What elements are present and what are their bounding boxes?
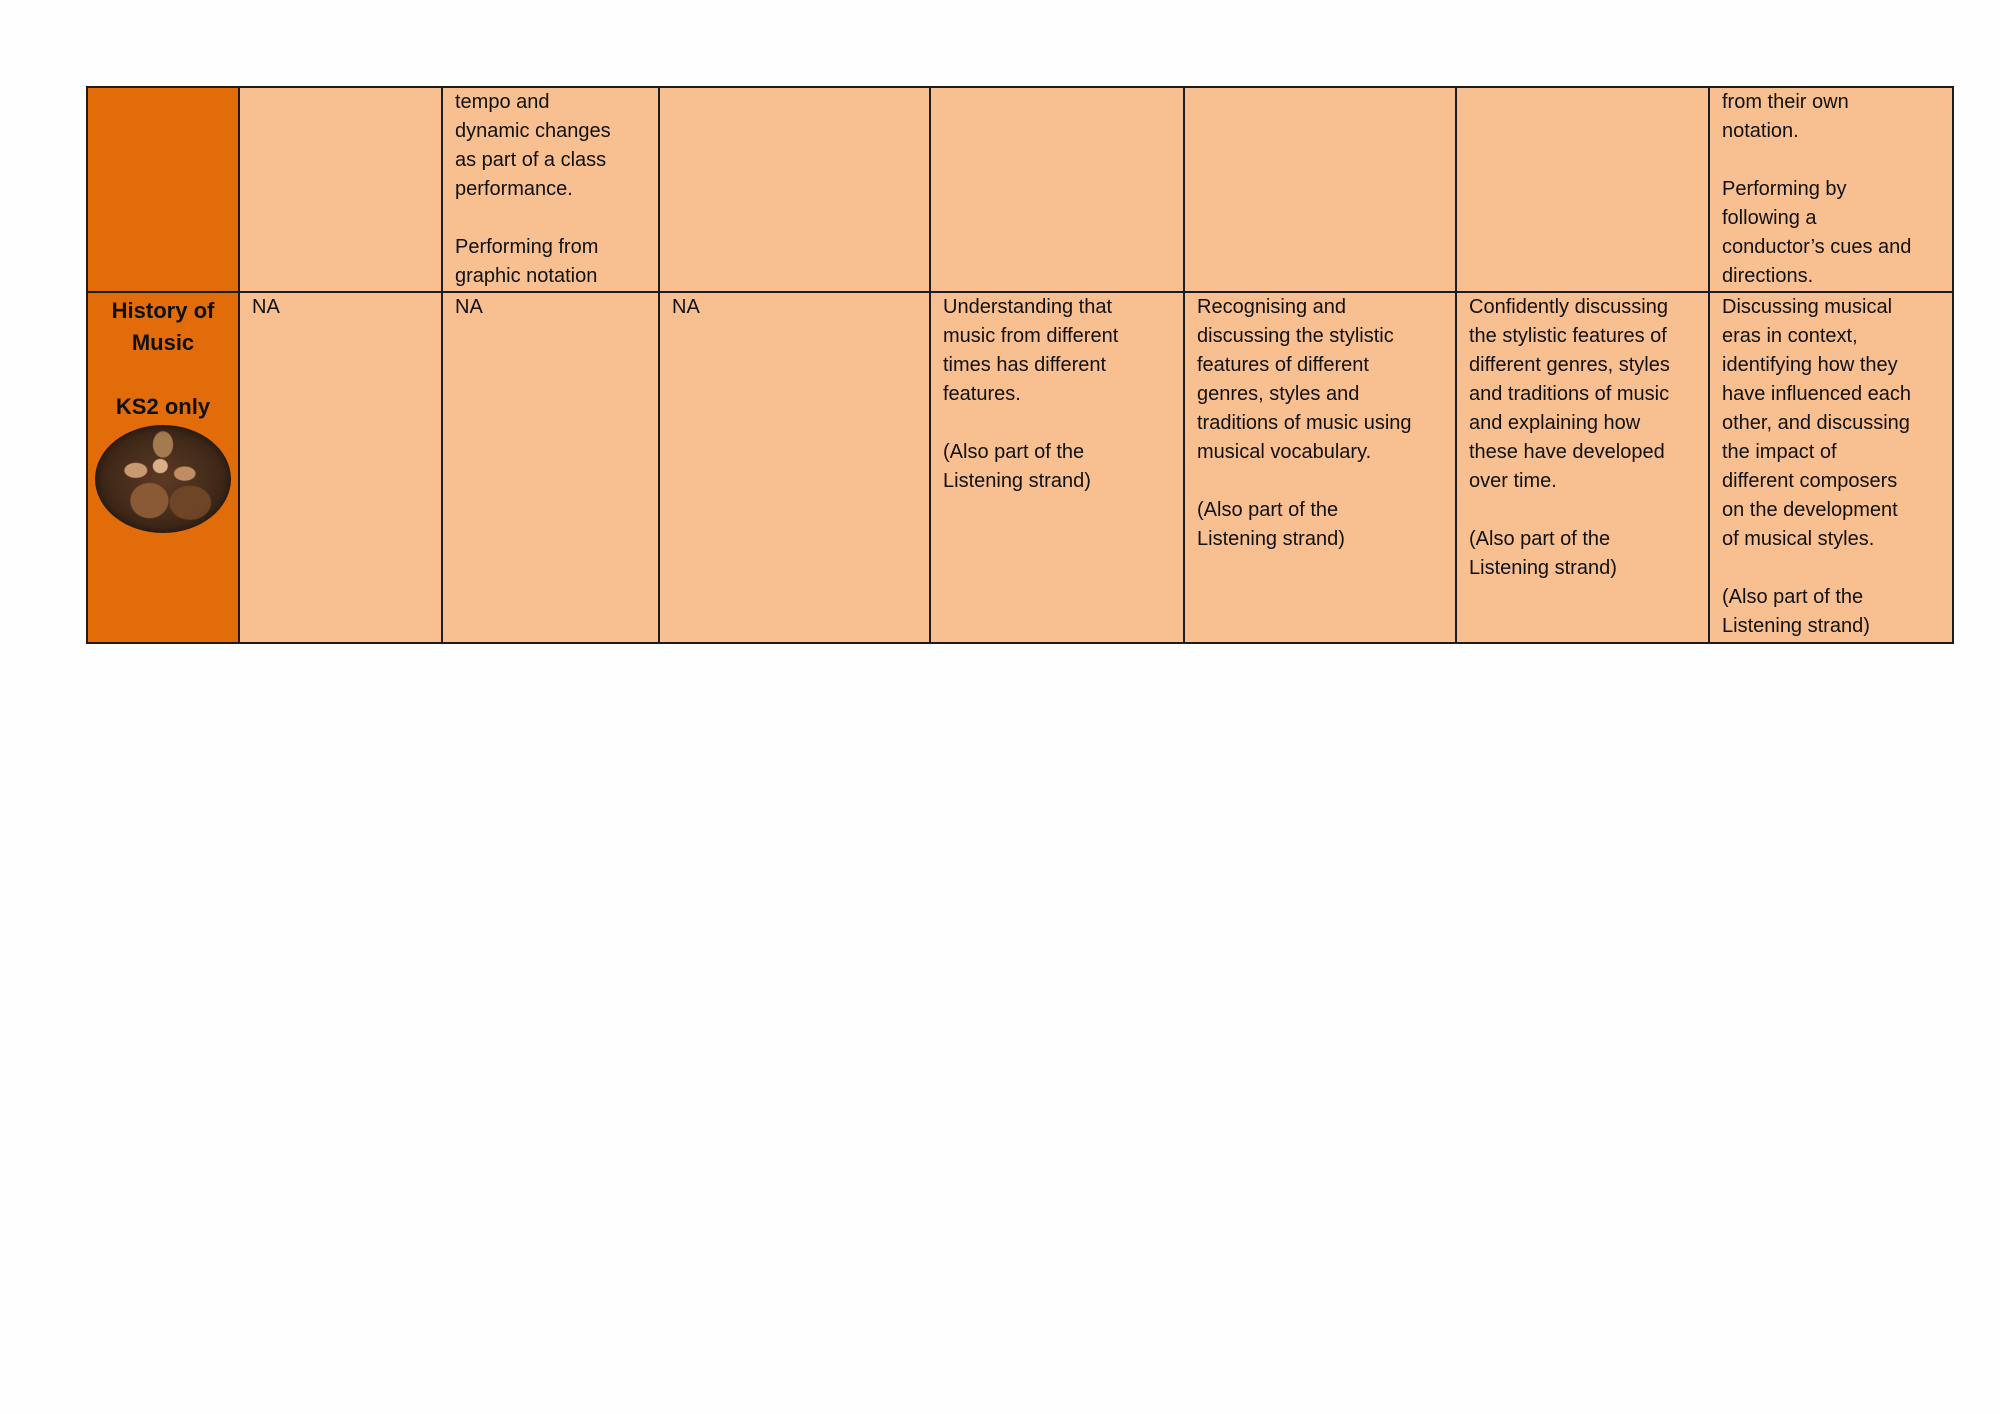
table-cell [659, 87, 930, 292]
table-cell [239, 87, 442, 292]
table-row-history-of-music [87, 292, 1953, 643]
table-cell: Understanding that music from different times has different features. (Also part of the Listening strand) [930, 292, 1184, 643]
strand-title: History of Music KS2 only [111, 298, 215, 419]
strand-cell [87, 87, 239, 292]
table-cell [930, 87, 1184, 292]
table-row-continued [87, 87, 1953, 292]
table-cell: from their own notation. Performing by following a conductor’s cues and directions. [1709, 87, 1953, 292]
strand-cell-history-of-music [87, 292, 239, 643]
musicians-painting-icon [95, 425, 231, 533]
table-cell: NA [239, 292, 442, 643]
curriculum-table [86, 86, 1954, 644]
table-cell: Recognising and discussing the stylistic features of different genres, styles and traditions of music using musical vocabulary. (Also part of the Listening strand) [1184, 292, 1456, 643]
table-cell [1184, 87, 1456, 292]
table-cell: tempo and dynamic changes as part of a class performance. Performing from graphic notation [442, 87, 659, 292]
table-cell: NA [442, 292, 659, 643]
table-cell [1456, 87, 1709, 292]
table-cell: NA [659, 292, 930, 643]
table-cell: Discussing musical eras in context, identifying how they have influenced each other, and discussing the impact of different composers on the development of musical styles. (Also part of the Listening strand) [1709, 292, 1953, 643]
table-cell: Confidently discussing the stylistic features of different genres, styles and traditions of music and explaining how these have developed over time. (Also part of the Listening strand) [1456, 292, 1709, 643]
